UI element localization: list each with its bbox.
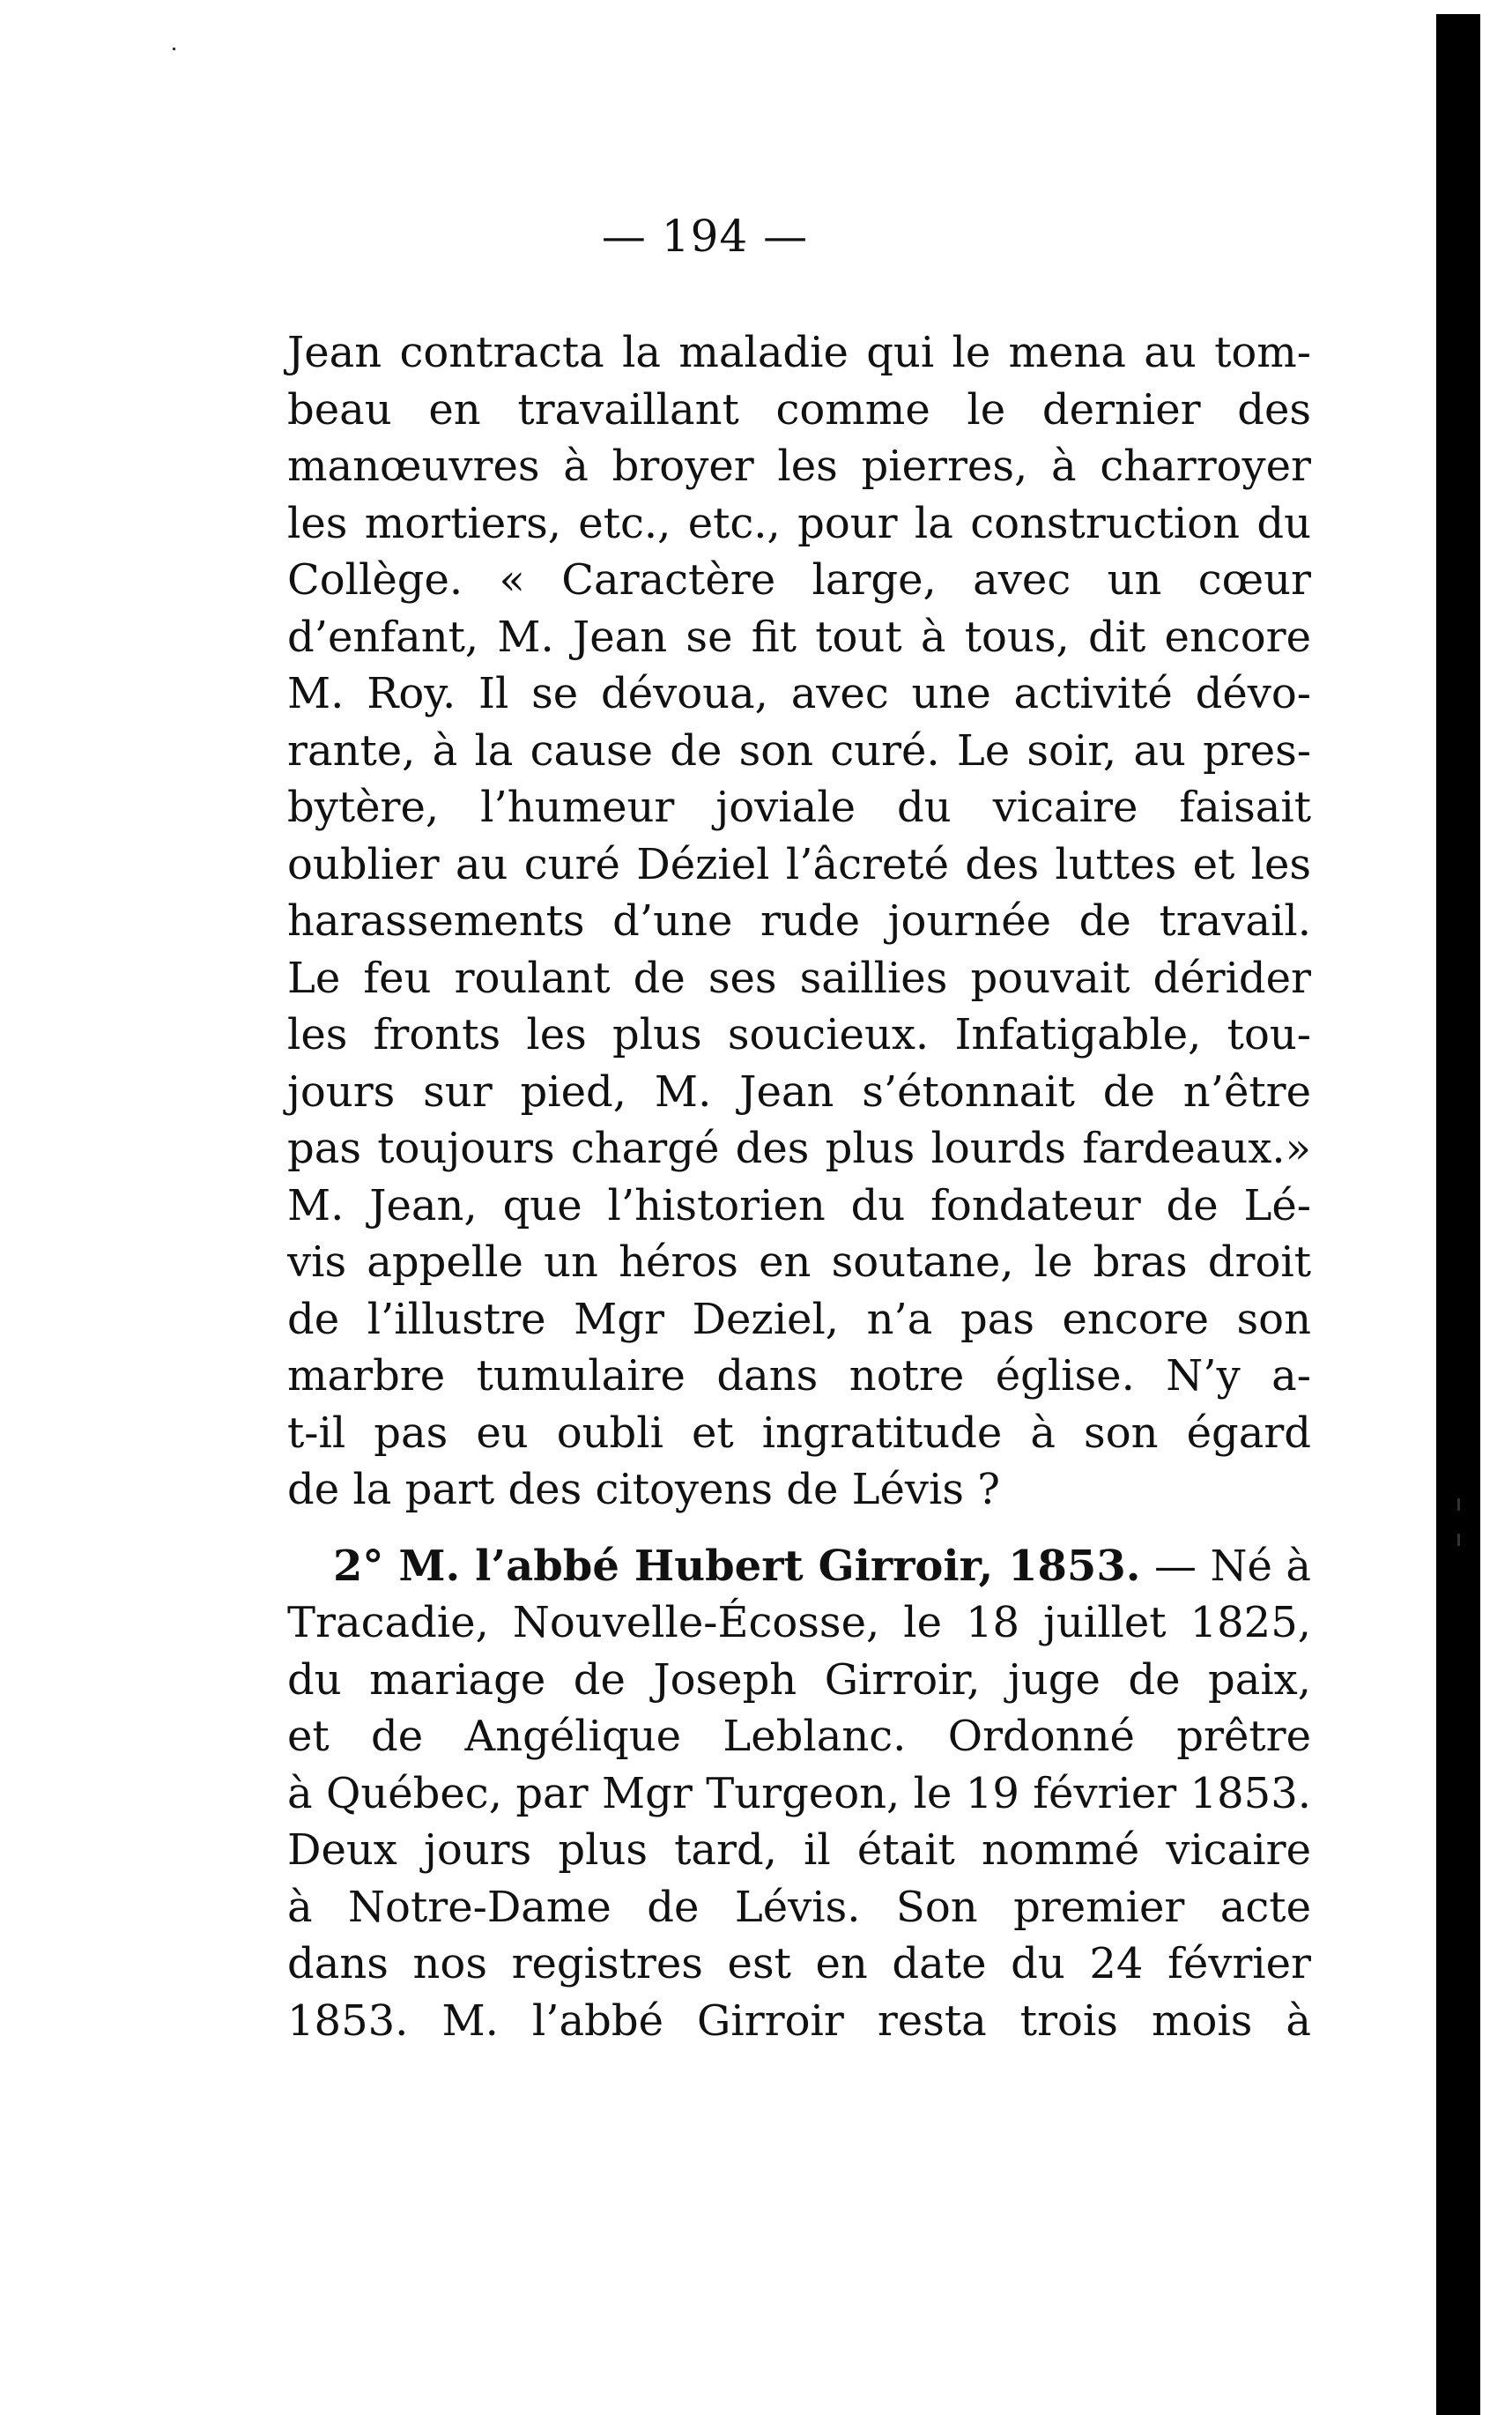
text-line: bytère, l’humeur joviale du vicaire faisait — [287, 783, 1311, 832]
text-line: Jean contracta la maladie qui le mena au tom- — [287, 328, 1311, 377]
text-line: M. Roy. Il se dévoua, avec une activité dévo- — [287, 669, 1311, 718]
text-line: harassements d’une rude journée de travail. — [287, 896, 1311, 946]
text-line: vis appelle un héros en soutane, le bras droit — [287, 1237, 1311, 1287]
text-line: dans nos registres est en date du 24 février — [287, 1939, 1311, 1988]
scan-speck — [1457, 1498, 1460, 1511]
text-line: les mortiers, etc., etc., pour la construction du — [287, 498, 1311, 548]
scan-speck — [173, 48, 175, 50]
text-line: Collège. « Caractère large, avec un cœur — [287, 555, 1311, 605]
text-line: Le feu roulant de ses saillies pouvait dérider — [287, 953, 1311, 1003]
text-line: manœuvres à broyer les pierres, à charroyer — [287, 442, 1311, 491]
scan-speck — [1457, 1534, 1460, 1546]
text-line: de l’illustre Mgr Deziel, n’a pas encore son — [287, 1294, 1311, 1344]
text-line: jours sur pied, M. Jean s’étonnait de n’être — [287, 1066, 1311, 1117]
text-line: beau en travaillant comme le dernier des — [287, 384, 1311, 435]
text-line: oublier au curé Déziel l’âcreté des luttes et les — [287, 839, 1311, 889]
text-line: à Québec, par Mgr Turgeon, le 19 février 1853. — [287, 1768, 1311, 1818]
paragraph-jean — [287, 324, 1311, 1519]
text-line: Tracadie, Nouvelle-Écosse, le 18 juillet 1825, — [287, 1598, 1311, 1647]
text-line: Deux jours plus tard, il était nommé vicaire — [287, 1825, 1311, 1875]
text-line: d’enfant, M. Jean se fit tout à tous, dit encore — [287, 612, 1311, 662]
paragraph-gap — [287, 1519, 1311, 1538]
text-line: pas toujours chargé des plus lourds fardeaux.» — [287, 1124, 1311, 1173]
text-line: les fronts les plus soucieux. Infatigable, tou- — [287, 1010, 1311, 1059]
paragraph-girroir — [287, 1538, 1311, 2050]
text-line: et de Angélique Leblanc. Ordonné prêtre — [287, 1712, 1311, 1761]
text-line: marbre tumulaire dans notre église. N’y a- — [287, 1351, 1311, 1401]
scan-edge-shadow — [1436, 14, 1480, 2415]
text-line: 1853. M. l’abbé Girroir resta trois mois à — [287, 1995, 1311, 2046]
page-number: — 194 — — [601, 211, 809, 262]
text-line: rante, à la cause de son curé. Le soir, au pres- — [287, 725, 1311, 776]
text-line: M. Jean, que l’historien du fondateur de Lé- — [287, 1180, 1311, 1230]
section-heading: 2° M. l’abbé Hubert Girroir, 1853. — [333, 1541, 1141, 1591]
body-text — [287, 324, 1311, 2049]
heading-continuation: — Né à — [1153, 1541, 1311, 1591]
text-line: de la part des citoyens de Lévis ? — [287, 1465, 1000, 1514]
text-line: à Notre-Dame de Lévis. Son premier acte — [287, 1882, 1311, 1932]
section-heading-line — [287, 1538, 1311, 1595]
text-line: du mariage de Joseph Girroir, juge de paix, — [287, 1654, 1311, 1705]
text-line: t-il pas eu oubli et ingratitude à son égard — [287, 1408, 1311, 1458]
